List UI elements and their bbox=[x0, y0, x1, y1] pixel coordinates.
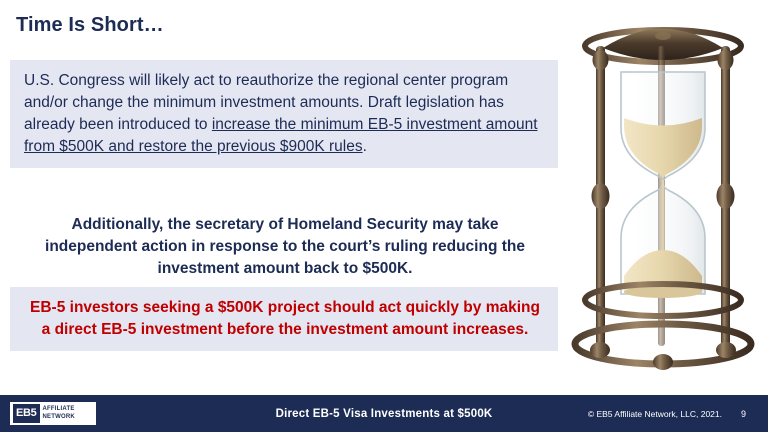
footer-title: Direct EB-5 Visa Investments at $500K bbox=[275, 407, 493, 420]
page-title: Time Is Short… bbox=[16, 14, 164, 36]
footer-bar bbox=[0, 395, 768, 432]
paragraph-investors-act: EB-5 investors seeking a $500K project should act quickly by making a direct EB-5 investment before the investment amount increases. bbox=[10, 287, 558, 351]
footer-copyright: © EB5 Affiliate Network, LLC, 2021. bbox=[587, 408, 722, 419]
paragraph-congress-part-3: . bbox=[362, 138, 367, 155]
paragraph-homeland-security: Additionally, the secretary of Homeland Security may take independent action in response to the court’s ruling reducing the investment amount back to $500K. bbox=[10, 204, 558, 290]
logo-mark: EB5 bbox=[13, 404, 40, 423]
page-number: 9 bbox=[740, 408, 746, 419]
logo-wordmark-line2: NETWORK bbox=[42, 413, 75, 420]
hourglass-illustration bbox=[558, 0, 768, 395]
logo-wordmark-line1: AFFILIATE bbox=[42, 406, 75, 412]
paragraph-congress bbox=[10, 60, 558, 168]
paragraph-congress-part-2-underlined: increase the minimum EB-5 investment amount from $500K and restore the previous $900K rules bbox=[24, 116, 538, 155]
paragraph-congress-part-1: U.S. Congress will likely act to reauthorize the regional center program and/or change the minimum investment amounts. Draft legislation has already been introduced to bbox=[24, 72, 509, 133]
